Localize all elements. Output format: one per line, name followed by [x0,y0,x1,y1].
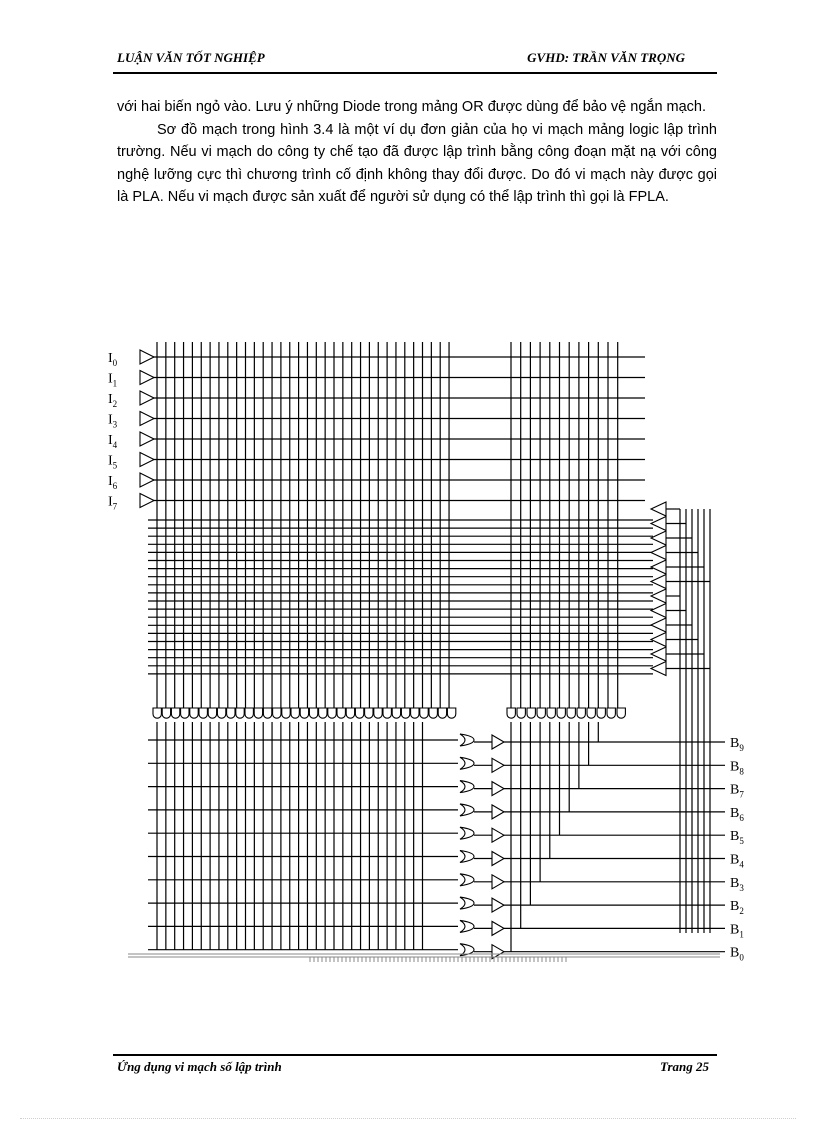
and-gate [346,708,354,718]
paragraph-1: với hai biến ngỏ vào. Lưu ý những Diode trong mảng OR được dùng để bảo vệ ngắn mạch. [117,99,707,115]
or-gate [517,708,525,718]
output-buffer [492,782,504,796]
feedback-buffer [651,546,666,560]
and-gate [236,708,244,718]
feedback-buffer [651,662,666,676]
input-buffer [140,371,154,385]
and-gate [282,708,290,718]
output-buffer [492,898,504,912]
feedback-buffer [651,560,666,574]
and-gate [392,708,400,718]
output-subscript: 0 [739,952,744,963]
page-header [117,50,717,72]
xor-gate [460,734,474,746]
input-label: $I_7$ [108,494,118,512]
output-label: $B_0$ [730,945,744,963]
or-gate [507,708,515,718]
input-subscript: 6 [112,481,118,491]
output-subscript: 6 [739,812,744,823]
feedback-buffer [651,517,666,531]
or-gate [537,708,545,718]
and-gate [365,708,373,718]
output-subscript: 4 [739,859,744,870]
and-gate [337,708,345,718]
feedback-buffer [651,647,666,661]
input-label: $I_0$ [108,351,118,368]
feedback-buffer [651,589,666,603]
header-advisor: GVHD: TRẦN VĂN TRỌNG [527,50,685,65]
input-subscript: 7 [112,501,118,512]
input-buffer [140,473,154,487]
and-gate [263,708,271,718]
xor-gate [460,804,474,816]
output-buffer [492,735,504,749]
input-buffer [140,391,154,405]
input-subscript: 1 [112,378,118,389]
ground-rail [128,954,720,962]
input-subscript: 0 [112,358,118,368]
feedback-buffer [651,575,666,589]
output-buffer [492,875,504,889]
or-gate [557,708,565,718]
input-label: $I_5$ [108,453,118,471]
and-gate [420,708,428,718]
output-label: $B_9$ [730,736,744,753]
and-gate [355,708,363,718]
output-subscript: 9 [739,743,744,753]
and-gate [245,708,253,718]
and-gate [190,708,198,718]
input-buffer [140,453,154,467]
xor-gate [460,757,474,769]
or-gate [617,708,625,718]
output-label: $B_8$ [730,759,744,777]
and-gate [401,708,409,718]
circuit-labels [108,351,744,963]
output-label: $B_6$ [730,805,744,823]
output-buffer [492,805,504,819]
output-buffer [492,828,504,842]
and-gate [254,708,262,718]
input-buffer [140,350,154,364]
and-gate [447,708,455,718]
and-gate [217,708,225,718]
output-subscript: 7 [739,789,744,800]
input-buffer [140,432,154,446]
paragraph-2: Sơ đồ mạch trong hình 3.4 là một ví dụ đơn giản của họ vi mạch mảng logic lập trình trường. Nếu vi mạch do công ty chế tạo đã được lập trình bằng công đoạn mặt nạ với công nghệ lưỡng cực thì chương trình cố định không thay đổi được. Do đó vi mạch này được gọi là PLA. Nếu vi mạch được sản xuất để người sử dụng có thể lập trình thì gọi là FPLA. [117,121,717,205]
feedback-buffer [651,604,666,618]
input-label: $I_3$ [108,412,118,430]
pla-circuit-diagram [100,330,760,970]
output-label: $B_1$ [730,922,744,940]
output-subscript: 2 [739,906,744,917]
and-gate [181,708,189,718]
or-gate [547,708,555,718]
and-gate [171,708,179,718]
and-gate [374,708,382,718]
feedback-buffer [651,502,666,516]
input-label: $I_6$ [108,474,118,491]
output-label: $B_3$ [730,875,744,893]
output-label: $B_4$ [730,852,744,870]
or-gate [597,708,605,718]
xor-gate [460,851,474,863]
and-gate [291,708,299,718]
footer-document-title: Ứng dụng vi mạch số lập trình [117,1059,282,1074]
and-gate [300,708,308,718]
input-buffer [140,494,154,508]
input-buffer [140,412,154,426]
xor-gate [460,920,474,932]
and-gate [208,708,216,718]
output-buffer [492,758,504,772]
and-gate [309,708,317,718]
output-subscript: 5 [739,836,744,847]
feedback-buffer [651,618,666,632]
xor-gate [460,874,474,886]
output-buffer [492,921,504,935]
and-gate [153,708,161,718]
output-subscript: 8 [739,766,744,777]
header-thesis-title: LUẬN VĂN TỐT NGHIỆP [117,50,265,65]
and-gate [273,708,281,718]
xor-gate [460,827,474,839]
page-number: Trang 25 [660,1059,709,1074]
or-gate [587,708,595,718]
and-gate [328,708,336,718]
input-subscript: 2 [112,399,118,409]
feedback-buffer [651,531,666,545]
input-label: $I_4$ [108,433,118,450]
and-gate [199,708,207,718]
feedback-buffer [651,633,666,647]
output-label: $B_2$ [730,899,744,917]
output-subscript: 3 [739,882,744,893]
and-gate [429,708,437,718]
body-text [117,96,717,209]
input-subscript: 3 [112,419,118,430]
output-label: $B_5$ [730,829,744,847]
and-gate [438,708,446,718]
and-gate [162,708,170,718]
input-subscript: 5 [112,460,118,471]
and-gate [227,708,235,718]
and-gate [411,708,419,718]
and-gate [319,708,327,718]
output-subscript: 1 [739,929,744,940]
page-edge-dots [20,1118,796,1119]
or-gate [567,708,575,718]
or-gate [607,708,615,718]
output-buffer [492,852,504,866]
xor-gate [460,781,474,793]
input-subscript: 4 [112,440,118,450]
output-label: $B_7$ [730,782,744,800]
xor-gate [460,897,474,909]
input-label: $I_2$ [108,392,118,409]
or-gate [527,708,535,718]
or-gate [577,708,585,718]
input-label: $I_1$ [108,371,118,389]
circuit-wires [140,342,725,952]
and-gate [383,708,391,718]
footer-rule [113,1054,717,1056]
header-rule [113,72,717,74]
